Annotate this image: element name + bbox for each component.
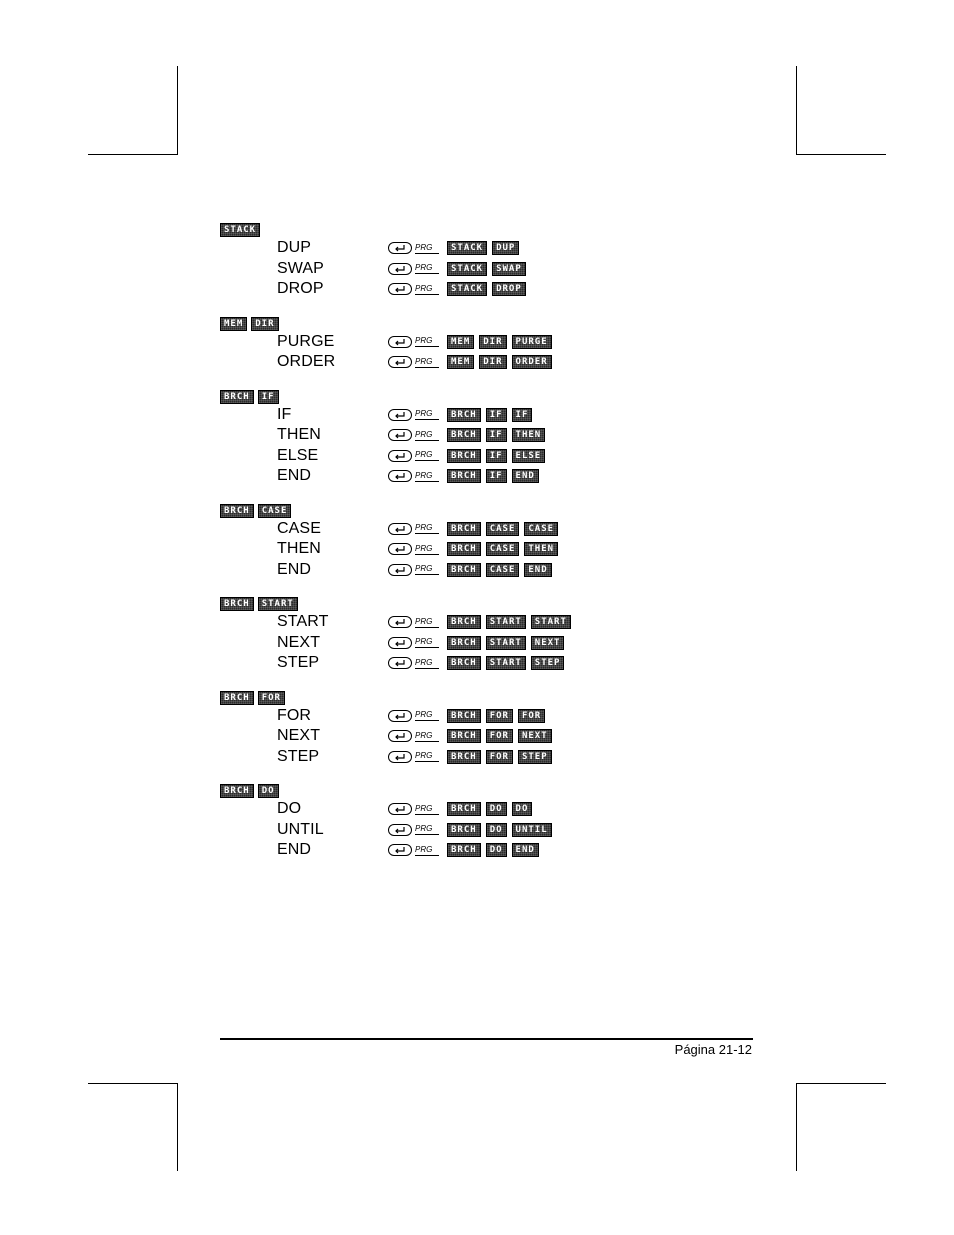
soft-menu-key: BRCH [447,709,481,723]
keystroke-sequence [388,750,552,764]
prg-key-label: PRG [415,804,439,815]
command-row [220,706,760,727]
prg-key-label: PRG [415,284,439,295]
soft-menu-key: DO [486,823,507,837]
soft-menu-key: BRCH [220,691,254,705]
soft-menu-key: FOR [486,709,513,723]
soft-menu-key: FOR [486,750,513,764]
left-shift-key-icon [388,242,412,254]
crop-mark-top-right-horizontal [796,154,886,155]
menu-group [220,222,760,300]
soft-menu-key: STACK [447,262,487,276]
command-key-table [220,222,760,877]
keystroke-sequence [388,636,564,650]
soft-menu-key: MEM [220,317,247,331]
soft-menu-key: IF [486,428,507,442]
left-shift-key-icon [388,470,412,482]
command-name: DROP [277,280,324,297]
soft-menu-key: DO [512,802,533,816]
soft-menu-key: SWAP [492,262,526,276]
command-name: IF [277,405,292,423]
soft-menu-key: CASE [486,542,520,556]
crop-mark-top-left-horizontal [88,154,178,155]
command-row [220,279,760,300]
soft-menu-key: BRCH [447,408,481,422]
page-number: Página 21-12 [674,1042,752,1057]
command-name: DO [277,800,302,817]
menu-group-heading [220,389,760,405]
prg-key-label: PRG [415,336,439,347]
command-name: UNTIL [277,820,324,838]
command-name: ELSE [277,446,319,464]
command-name: STEP [277,654,320,671]
keystroke-sequence [388,262,526,276]
soft-menu-key: PURGE [512,335,552,349]
menu-group-heading [220,690,760,706]
menu-group [220,783,760,861]
command-row [220,820,760,841]
soft-menu-key: NEXT [531,636,565,650]
command-row [220,332,760,353]
left-shift-key-icon [388,637,412,649]
left-shift-key-icon [388,730,412,742]
command-name: DUP [277,239,312,256]
soft-menu-key: FOR [518,709,545,723]
prg-key-label: PRG [415,471,439,482]
command-row [220,446,760,467]
command-name: NEXT [277,633,321,651]
soft-menu-key: CASE [258,504,292,518]
crop-mark-bottom-left-vertical [177,1083,178,1171]
soft-menu-key: UNTIL [512,823,552,837]
soft-menu-key: START [531,615,571,629]
keystroke-sequence [388,335,552,349]
soft-menu-key: CASE [486,563,520,577]
command-row [220,840,760,861]
soft-menu-key: CASE [524,522,558,536]
soft-menu-key: START [486,656,526,670]
prg-key-label: PRG [415,710,439,721]
command-row [220,560,760,581]
crop-mark-bottom-right-horizontal [796,1083,886,1084]
soft-menu-key: DIR [251,317,278,331]
soft-menu-key: STACK [447,282,487,296]
soft-menu-key: BRCH [447,563,481,577]
keystroke-sequence [388,449,545,463]
keystroke-sequence [388,802,532,816]
soft-menu-key: BRCH [447,428,481,442]
keystroke-sequence [388,355,552,369]
crop-mark-bottom-right-vertical [796,1083,797,1171]
prg-key-label: PRG [415,845,439,856]
left-shift-key-icon [388,263,412,275]
soft-menu-key: IF [512,408,533,422]
soft-menu-key: IF [258,390,279,404]
prg-key-label: PRG [415,824,439,835]
footer-rule [220,1038,753,1040]
keystroke-sequence [388,542,558,556]
prg-key-label: PRG [415,731,439,742]
soft-menu-key: DIR [479,335,506,349]
left-shift-key-icon [388,450,412,462]
soft-menu-key: BRCH [447,656,481,670]
prg-key-label: PRG [415,263,439,274]
command-row [220,405,760,426]
left-shift-key-icon [388,751,412,763]
crop-mark-bottom-left-horizontal [88,1083,178,1084]
command-name: THEN [277,540,321,557]
command-row [220,633,760,654]
soft-menu-key: BRCH [220,784,254,798]
prg-key-label: PRG [415,564,439,575]
soft-menu-key: STACK [220,223,260,237]
command-name: SWAP [277,259,324,277]
left-shift-key-icon [388,336,412,348]
soft-menu-key: IF [486,408,507,422]
soft-menu-key: BRCH [447,750,481,764]
soft-menu-key: ELSE [512,449,546,463]
left-shift-key-icon [388,283,412,295]
soft-menu-key: END [512,469,539,483]
command-name: NEXT [277,727,321,744]
soft-menu-key: BRCH [447,802,481,816]
left-shift-key-icon [388,824,412,836]
prg-key-label: PRG [415,751,439,762]
soft-menu-key: BRCH [220,390,254,404]
keystroke-sequence [388,428,545,442]
prg-key-label: PRG [415,617,439,628]
command-row [220,653,760,674]
command-name: START [277,613,329,630]
soft-menu-key: END [512,843,539,857]
prg-key-label: PRG [415,409,439,420]
command-name: CASE [277,519,321,537]
soft-menu-key: BRCH [447,449,481,463]
menu-group [220,316,760,373]
menu-group-heading [220,783,760,799]
menu-group [220,596,760,674]
left-shift-key-icon [388,429,412,441]
command-name: END [277,560,312,578]
command-row [220,352,760,373]
soft-menu-key: BRCH [447,522,481,536]
prg-key-label: PRG [415,357,439,368]
soft-menu-key: IF [486,449,507,463]
crop-mark-top-left-vertical [177,66,178,154]
command-row [220,259,760,280]
left-shift-key-icon [388,844,412,856]
soft-menu-key: ORDER [512,355,552,369]
soft-menu-key: CASE [486,522,520,536]
soft-menu-key: FOR [258,691,285,705]
command-row [220,726,760,747]
left-shift-key-icon [388,710,412,722]
soft-menu-key: FOR [486,729,513,743]
soft-menu-key: START [486,615,526,629]
prg-key-label: PRG [415,637,439,648]
soft-menu-key: DIR [479,355,506,369]
soft-menu-key: NEXT [518,729,552,743]
soft-menu-key: IF [486,469,507,483]
command-name: END [277,841,312,858]
command-name: FOR [277,706,312,724]
command-row [220,612,760,633]
keystroke-sequence [388,408,532,422]
crop-mark-top-right-vertical [796,66,797,154]
prg-key-label: PRG [415,658,439,669]
left-shift-key-icon [388,523,412,535]
command-row [220,747,760,768]
menu-group [220,690,760,768]
keystroke-sequence [388,469,539,483]
command-name: THEN [277,426,321,443]
command-name: END [277,467,312,484]
prg-key-label: PRG [415,430,439,441]
left-shift-key-icon [388,543,412,555]
soft-menu-key: START [486,636,526,650]
soft-menu-key: STACK [447,241,487,255]
soft-menu-key: BRCH [220,504,254,518]
soft-menu-key: THEN [512,428,546,442]
soft-menu-key: END [524,563,551,577]
prg-key-label: PRG [415,450,439,461]
menu-group [220,389,760,487]
keystroke-sequence [388,823,552,837]
soft-menu-key: BRCH [447,823,481,837]
soft-menu-key: THEN [524,542,558,556]
soft-menu-key: BRCH [447,469,481,483]
keystroke-sequence [388,615,571,629]
command-row [220,539,760,560]
menu-group-heading [220,316,760,332]
left-shift-key-icon [388,409,412,421]
soft-menu-key: START [258,597,298,611]
left-shift-key-icon [388,803,412,815]
keystroke-sequence [388,656,564,670]
menu-group-heading [220,503,760,519]
menu-group-heading [220,596,760,612]
prg-key-label: PRG [415,243,439,254]
command-row [220,799,760,820]
soft-menu-key: DO [486,843,507,857]
command-name: ORDER [277,353,336,370]
soft-menu-key: BRCH [447,729,481,743]
keystroke-sequence [388,241,519,255]
command-name: PURGE [277,332,335,350]
keystroke-sequence [388,729,552,743]
command-row [220,466,760,487]
command-name: STEP [277,747,320,765]
soft-menu-key: DROP [492,282,526,296]
prg-key-label: PRG [415,523,439,534]
soft-menu-key: BRCH [220,597,254,611]
command-row [220,425,760,446]
soft-menu-key: MEM [447,335,474,349]
soft-menu-key: BRCH [447,843,481,857]
command-row [220,519,760,540]
soft-menu-key: DUP [492,241,519,255]
soft-menu-key: STEP [518,750,552,764]
soft-menu-key: DO [486,802,507,816]
keystroke-sequence [388,282,526,296]
soft-menu-key: STEP [531,656,565,670]
prg-key-label: PRG [415,544,439,555]
soft-menu-key: DO [258,784,279,798]
keystroke-sequence [388,843,539,857]
keystroke-sequence [388,709,545,723]
keystroke-sequence [388,563,552,577]
soft-menu-key: BRCH [447,636,481,650]
left-shift-key-icon [388,616,412,628]
soft-menu-key: MEM [447,355,474,369]
menu-group [220,503,760,581]
command-row [220,238,760,259]
soft-menu-key: BRCH [447,542,481,556]
left-shift-key-icon [388,564,412,576]
left-shift-key-icon [388,657,412,669]
menu-group-heading [220,222,760,238]
left-shift-key-icon [388,356,412,368]
keystroke-sequence [388,522,558,536]
soft-menu-key: BRCH [447,615,481,629]
